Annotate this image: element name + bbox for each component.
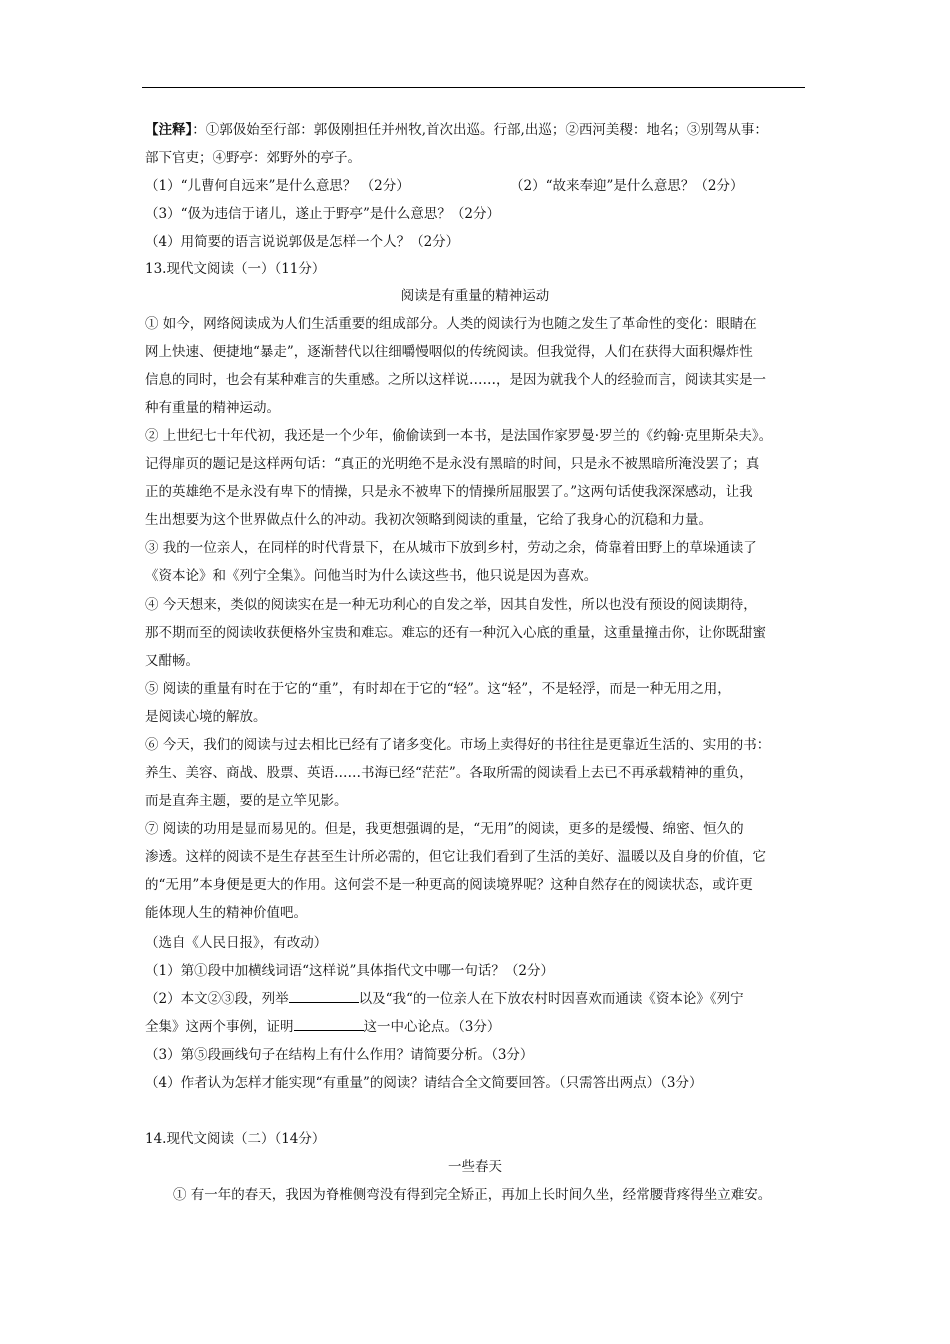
body-line: 那不期而至的阅读收获便格外宝贵和难忘。难忘的还有一种沉入心底的重量，这重量撞击你，让你既甜蜜 [145,625,766,641]
section13-question-2-line-2 [145,1018,500,1036]
q2-text-a: （2）本文②③段，列举 [145,991,289,1007]
notes-line-2: 部下官吏；④野亭：郊野外的亭子。 [145,150,361,166]
classical-question-3: （3）“伋为违信于诸儿，遂止于野亭”是什么意思？（2分） [145,206,500,222]
q2-text-c: 全集》这两个事例，证明 [145,1019,294,1035]
section13-question-1: （1）第①段中加横线词语“这样说”具体指代文中哪一句话？（2分） [145,963,554,979]
answer-blank[interactable] [294,1018,364,1031]
q2-text-b: 以及“我“的一位亲人在下放农村时因喜欢而通读《资本论》《列宁 [358,991,744,1007]
body-line: 又酣畅。 [145,653,199,669]
body-line: 渗透。这样的阅读不是生存甚至生计所必需的，但它让我们看到了生活的美好、温暖以及自身的价值，它 [145,849,766,865]
body-line: 的“无用”本身便是更大的作用。这何尝不是一种更高的阅读境界呢？这种自然存在的阅读状态，或许更 [145,877,753,893]
body-line: 生出想要为这个世界做点什么的冲动。我初次领略到阅读的重量，它给了我身心的沉稳和力量。 [145,512,712,528]
body-line: 种有重量的精神运动。 [145,400,280,416]
notes-label: 【注释】 [145,122,193,138]
body-line: ② 上世纪七十年代初，我还是一个少年，偷偷读到一本书，是法国作家罗曼·罗兰的《约翰·克里斯朵夫》。 [145,428,773,444]
body-line: 记得扉页的题记是这样两句话：“真正的光明绝不是永没有黑暗的时间，只是永不被黑暗所淹没罢了；真 [145,456,760,472]
body-line: 而是直奔主题，要的是立竿见影。 [145,793,348,809]
notes-text-1: ：①郭伋始至行部：郭伋刚担任并州牧,首次出巡。行部,出巡；②西河美稷：地名；③别驾从事： [192,122,768,138]
answer-blank[interactable] [289,990,359,1003]
body-line: 能体现人生的精神价值吧。 [145,905,307,921]
header-rule [142,87,805,88]
body-line: ① 如今，网络阅读成为人们生活重要的组成部分。人类的阅读行为也随之发生了革命性的变化：眼睛在 [145,316,757,332]
body-line: ⑤ 阅读的重量有时在于它的“重”，有时却在于它的“轻”。这“轻”，不是轻浮，而是一种无用之用， [145,681,731,697]
q2-text-d: 这一中心论点。（3分） [363,1019,501,1035]
section13-question-2-line-1 [145,990,744,1008]
body-line: ③ 我的一位亲人，在同样的时代背景下，在从城市下放到乡村，劳动之余，倚靠着田野上的草垛通读了 [145,540,757,556]
body-line: 《资本论》和《列宁全集》。问他当时为什么读这些书，他只说是因为喜欢。 [145,568,598,584]
section13-source: （选自《人民日报》，有改动） [145,935,328,951]
body-line: 养生、美容、商战、股票、英语……书海已经“茫茫”。各取所需的阅读看上去已不再承载精神的重负， [145,765,753,781]
section13-title: 阅读是有重量的精神运动 [400,288,550,304]
body-line: ⑥ 今天，我们的阅读与过去相比已经有了诸多变化。市场上卖得好的书往往是更靠近生活的、实用的书： [145,737,771,753]
notes-line-1 [145,121,768,139]
body-line: 信息的同时，也会有某种难言的失重感。之所以这样说……，是因为就我个人的经验而言，阅读其实是一 [145,372,766,388]
section14-title: 一些春天 [448,1159,502,1175]
classical-question-4: （4）用简要的语言说说郭伋是怎样一个人？（2分） [145,234,460,250]
body-line: 是阅读心境的解放。 [145,709,267,725]
section14-heading: 14.现代文阅读（二）（14分） [145,1131,326,1147]
classical-question-1: （1）“儿曹何自远来”是什么意思？ （2分） [145,178,410,194]
section13-heading: 13.现代文阅读（一）（11分） [145,261,326,277]
body-line: ⑦ 阅读的功用是显而易见的。但是，我更想强调的是，“无用”的阅读，更多的是缓慢、绵密、恒久的 [145,821,744,837]
classical-question-2: （2）“故来奉迎”是什么意思？（2分） [510,178,744,194]
body-line: 网上快速、便捷地“暴走”，逐渐替代以往细嚼慢咽似的传统阅读。但我觉得，人们在获得大面积爆炸性 [145,344,753,360]
body-line: 正的英雄绝不是永没有卑下的情操，只是永不被卑下的情操所屈服罢了。”这两句话使我深深感动，让我 [145,484,753,500]
section13-question-4: （4）作者认为怎样才能实现“有重量”的阅读？请结合全文简要回答。（只需答出两点）（3分） [145,1075,703,1091]
section14-line-1: ① 有一年的春天，我因为脊椎侧弯没有得到完全矫正，再加上长时间久坐，经常腰背疼得坐立难安。 [173,1187,772,1203]
body-line: ④ 今天想来，类似的阅读实在是一种无功利心的自发之举，因其自发性，所以也没有预设的阅读期待， [145,597,757,613]
section13-question-3: （3）第⑤段画线句子在结构上有什么作用？请简要分析。（3分） [145,1047,534,1063]
